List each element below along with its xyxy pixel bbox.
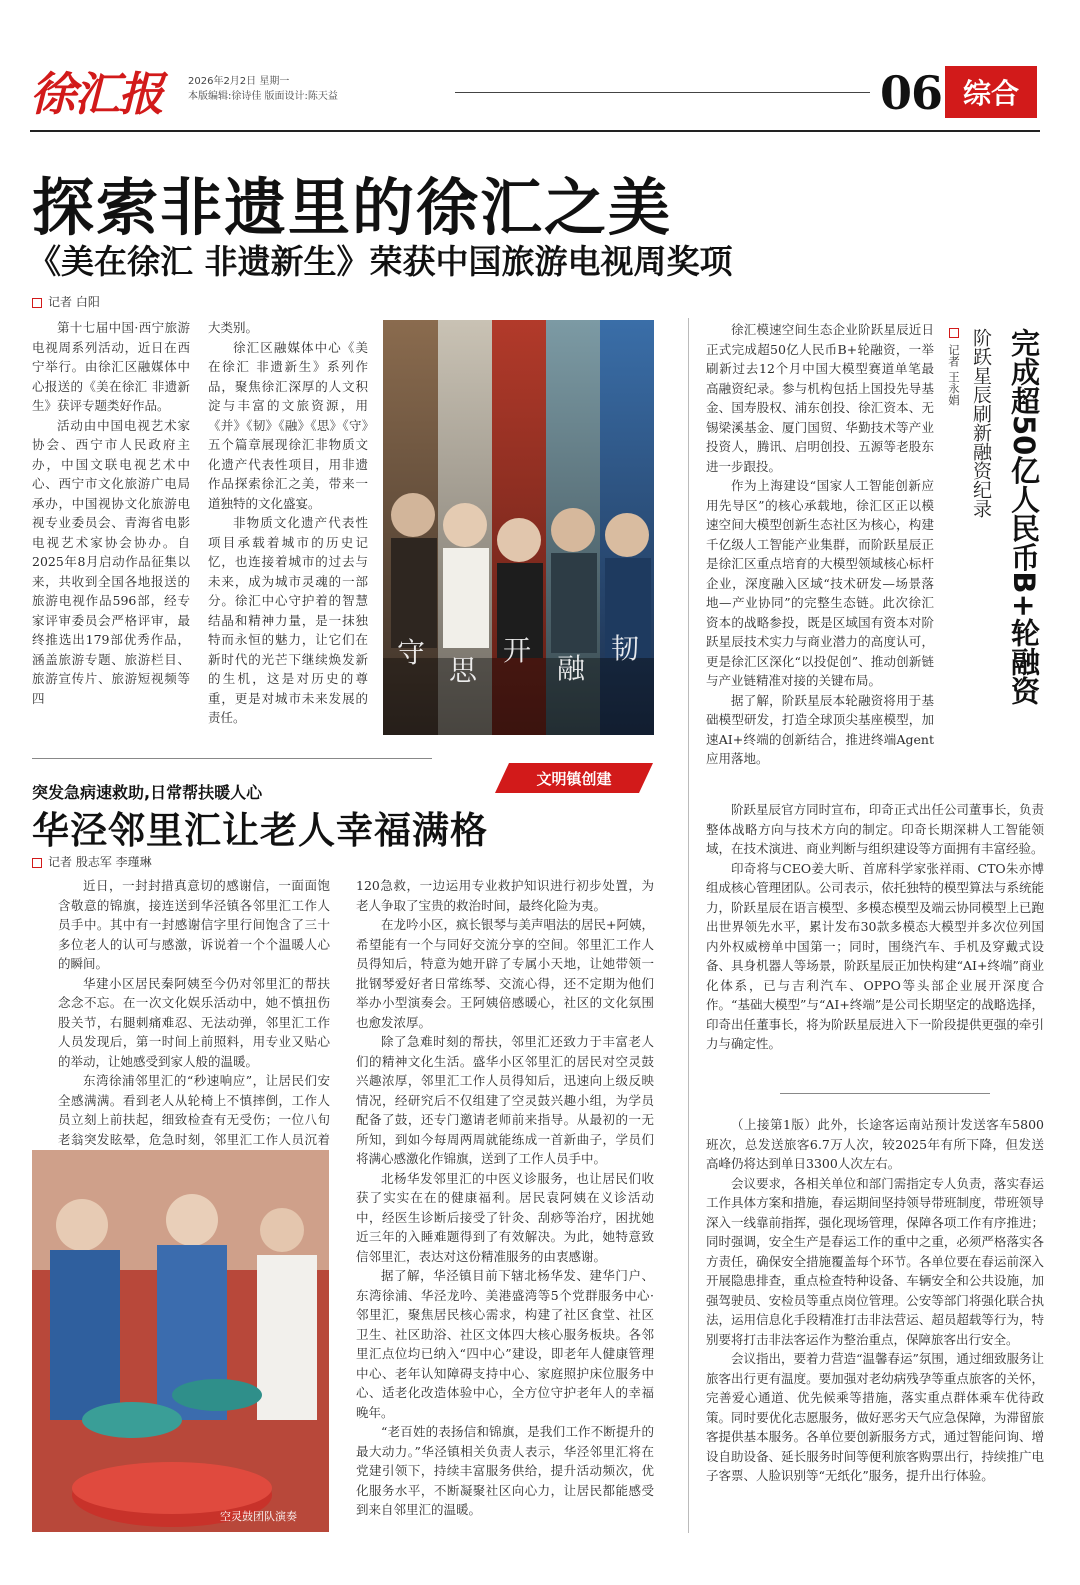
paragraph: 在龙吟小区，疯长银琴与美声唱法的居民+阿姨，希望能有一个与同好交流分享的空间。邻里汇工作人员得知后，特意为她开辟了专属小天地，让她带领一批钢琴爱好者日常练琴、交流心得，还不定期为他们举办小型演奏会。王阿姨倍感暖心，社区的文化氛围也愈发浓厚。 — [356, 917, 654, 1030]
side-column-top — [706, 320, 934, 769]
section-label: 综合 — [945, 66, 1037, 118]
column-rule — [688, 318, 689, 1533]
paragraph: 120急救，一边运用专业救护知识进行初步处置，为老人争取了宝贵的救治时间，最终化险为夷。 — [356, 878, 654, 913]
photo-caption: 空灵鼓团队演奏 — [220, 1510, 297, 1523]
second-kicker: 突发急病速救助,日常帮扶暖人心 — [32, 783, 263, 802]
paragraph: 华建小区居民秦阿姨至今仍对邻里汇的帮扶念念不忘。在一次文化娱乐活动中，她不慎扭伤股关节，右腿刺痛难忍、无法动弹，邻里汇工作人员发现后，第一时间上前照料，用专业又贴心的举动，让她感受到家人般的温暖。 — [58, 975, 330, 1069]
collage-char: 思 — [449, 654, 478, 687]
lead-subheadline: 《美在徐汇 非遗新生》荣获中国旅游电视周奖项 — [28, 242, 733, 281]
collage-char: 韧 — [611, 632, 640, 665]
lead-byline: 记者 白阳 — [32, 293, 100, 310]
section-divider — [32, 758, 432, 759]
paragraph: 非物质文化遗产代表性项目承载着城市的历史记忆，也连接着城市的过去与未来，成为城市灵魂的一部分。徐汇中心守护着的智慧结晶和精神力量，是一抹独特而永恒的魅力，让它们在新时代的光芒下继续焕发新的生机，这是对历史的尊重，更是对城市未来发展的责任。 — [208, 515, 368, 725]
side-subheadline: 阶跃星辰刷新融资纪录 — [970, 328, 992, 518]
byline-marker-icon — [32, 298, 42, 308]
masthead-rule — [455, 92, 870, 93]
page-number: 06 — [880, 66, 943, 120]
paragraph: 会议指出，要着力营造“温馨春运”氛围，通过细致服务让旅客出行更有温度。要加强对老幼病残孕等重点旅客的关怀，完善爱心通道、优先候乘等措施，落实重点群体乘车优待政策。同时要优化志愿服务，做好恶劣天气应急保障，为滞留旅客提供基本服务。各单位要创新服务方式，通过智能问询、增设自助设备、延长服务时间等便利旅客购票出行，持续推广电子客票、人脸识别等“无纸化”服务，提升出行体验。 — [706, 1351, 1044, 1483]
issue-date: 2026年2月2日 星期一 — [188, 76, 290, 87]
paragraph: 印奇将与CEO姜大昕、首席科学家张祥雨、CTO朱亦博组成核心管理团队。公司表示，依托独特的模型算法与系统能力，阶跃星辰在语言模型、多模态模型及端云协同模型上已跑出世界领先水平，累计发布30款多模态大模型并多次位列国内外权威榜单中国第一；同时，围绕汽车、手机及穿戴式设备、具身机器人等场景，阶跃星辰正加快构建“AI+终端”商业化体系，已与吉利汽车、OPPO等头部企业展开深度合作。“基础大模型”与“AI+终端”是公司长期坚定的战略选择，印奇出任董事长，将为阶跃星辰进入下一阶段提供更强的牵引力与确定性。 — [706, 860, 1044, 1051]
lead-column-1 — [32, 318, 190, 708]
paragraph: 会议要求，各相关单位和部门需指定专人负责，落实春运工作具体方案和措施，春运期间坚持领导带班制度，带班领导深入一线靠前指挥，强化现场管理，保障各项工作有序推进；同时强调，安全生产是春运工作的重中之重，必须严格落实各方责任，确保安全措施覆盖每个环节。各单位要在春运前深入开展隐患排查，重点检查特种设备、车辆安全和公共设施，加强驾驶员、安检员等重点岗位管理。公安等部门将强化联合执法，运用信息化手段精准打击非法营运、超员超载等行为，特别要将打击非法客运作为整治重点，保障旅客出行安全。 — [706, 1175, 1044, 1347]
paragraph: 近日，一封封措真意切的感谢信，一面面饱含敬意的锦旗，接连送到华泾镇各邻里汇工作人员手中。其中有一封感谢信字里行间饱含了三十多位老人的认可与感激，诉说着一个个温暖人心的瞬间。 — [58, 878, 330, 971]
heritage-collage-photo — [383, 320, 654, 735]
tag-label: 文明镇创建 — [536, 769, 612, 788]
paragraph: 据了解，阶跃星辰本轮融资将用于基础模型研发，打造全球顶尖基座模型，加速AI+终端的创新结合，推进终端Agent应用落地。 — [706, 692, 934, 766]
paragraph: 据了解，华泾镇目前下辖北杨华发、建华门户、东湾徐浦、华泾龙吟、美港盛湾等5个党群服务中心·邻里汇，聚焦居民核心需求，构建了社区食堂、社区卫生、社区助浴、社区文体四大核心服务板块。各邻里汇点位均已纳入“四中心”建设，即老年人健康管理中心、老年认知障碍支持中心、家庭照护床位服务中心、适老化改造体验中心，全方位守护老年人的幸福晚年。 — [356, 1268, 654, 1420]
editor-credits: 本版编辑:徐诗佳 版面设计:陈天益 — [188, 91, 338, 102]
second-column-2 — [356, 876, 654, 1520]
paragraph: 作为上海建设“国家人工智能创新应用先导区”的核心承载地，徐汇区正以模速空间大模型创新生态社区为核心，构建千亿级人工智能产业集群，而阶跃星辰正是徐汇区重点培育的大模型领域核心标杆企业，深度融入区域“技术研发—场景落地—产业协同”的完整生态链。此次徐汇资本的战略参投，既是区域国有资本对阶跃星辰技术实力与商业潜力的高度认可，更是徐汇区深化“以投促创”、推动创新链与产业链精准对接的关键布局。 — [706, 478, 934, 688]
paragraph: 大类别。 — [208, 320, 259, 335]
collage-char: 守 — [397, 636, 426, 669]
paragraph: （上接第1版）此外，长途客运南站预计发送客车5800班次，总发送旅客6.7万人次，较2025年有所下降，但发送高峰仍将达到单日3300人次左右。 — [706, 1117, 1044, 1171]
paragraph: 除了急难时刻的帮扶，邻里汇还致力于丰富老人们的精神文化生活。盛华小区邻里汇的居民对空灵鼓兴趣浓厚，邻里汇工作人员得知后，迅速向上级反映情况，经研究后不仅组建了空灵鼓兴趣小组，为学员配备了鼓，还专门邀请老师前来指导。从最初的一无所知，到如今每周两周就能练成一首新曲子，学员们将满心感激化作锦旗，送到了工作人员手中。 — [356, 1034, 654, 1166]
second-byline: 记者 殷志军 李瑾琳 — [32, 853, 152, 870]
continued-story — [706, 1115, 1044, 1486]
second-headline: 华泾邻里汇让老人幸福满格 — [32, 808, 488, 852]
drum-performance-photo — [32, 1150, 329, 1532]
civilization-tag — [495, 763, 653, 793]
paragraph: 徐汇区融媒体中心《美在徐汇 非遗新生》系列作品，聚焦徐汇深厚的人文积淀与丰富的文旅资源，用《并》《韧》《融》《思》《守》五个篇章展现徐汇非物质文化遗产代表性项目，用非遗作品探索徐汇之美，带来一道独特的文化盛宴。 — [208, 339, 368, 511]
paragraph: “老百姓的表扬信和锦旗，是我们工作不断提升的最大动力。”华泾镇相关负责人表示，华泾邻里汇将在党建引领下，持续丰富服务供给，提升活动频次，优化服务水平，不断凝聚社区向心力，让居民都能感受到来自邻里汇的温暖。 — [356, 1424, 654, 1517]
collage-char: 融 — [557, 652, 586, 685]
side-headline: 完成超50亿人民币B+轮融资 — [1007, 328, 1041, 705]
paragraph: 阶跃星辰官方同时宣布，印奇正式出任公司董事长，负责整体战略方向与技术方向的制定。印奇长期深耕人工智能领域，在技术演进、商业判断与组织建设等方面拥有丰富经验。 — [706, 802, 1044, 856]
masthead-meta — [188, 74, 338, 104]
side-column-bottom — [706, 800, 1044, 1054]
second-column-1 — [58, 876, 330, 1169]
paragraph: 北杨华发邻里汇的中医义诊服务，也让居民们收获了实实在在的健康福利。居民袁阿姨在义诊活动中，经医生诊断后接受了针灸、刮痧等治疗，困扰她近三年的入睡难题得到了有效解决。为此，她特意致信邻里汇，表达对这份精准服务的由衷感谢。 — [356, 1170, 654, 1264]
lead-column-2 — [208, 318, 368, 728]
collage-char: 开 — [503, 634, 532, 667]
collage-illustration — [383, 320, 654, 735]
newspaper-logo: 徐汇报 — [30, 67, 162, 121]
paragraph: 第十七届中国·西宁旅游电视周系列活动，近日在西宁举行。由徐汇区融媒体中心报送的《美在徐汇 非遗新生》获评专题类好作品。 — [32, 320, 190, 413]
header-divider — [30, 130, 1040, 132]
paragraph: 徐汇模速空间生态企业阶跃星辰近日正式完成超50亿人民币B+轮融资，一举刷新过去12个月中国大模型赛道单笔最高融资纪录。参与机构包括上国投先导基金、国寿股权、浦东创投、徐汇资本、无锡梁溪基金、厦门国贸、华勤技术等产业投资人，腾讯、启明创投、五源等老股东进一步跟投。 — [706, 322, 934, 474]
paragraph: 活动由中国电视艺术家协会、西宁市人民政府主办，中国文联电视艺术中心、西宁市文化旅游广电局承办，中国视协文化旅游电视专业委员会、青海省电影电视艺术家协会协办。自2025年8月启动作品征集以来，共收到全国各地报送的旅游电视作品596部，经专家评审委员会严格评审，最终推选出179部优秀作品，涵盖旅游专题、旅游栏目、旅游宣传片、旅游短视频等四 — [32, 417, 190, 706]
byline-marker-icon — [32, 858, 42, 868]
side-byline: 记者 王永娟 — [946, 328, 962, 405]
lead-headline: 探索非遗里的徐汇之美 — [32, 171, 673, 244]
paragraph: 东湾徐浦邻里汇的“秒速响应”，让居民们安全感满满。看到老人从轮椅上不慎摔倒，工作人员立刻上前扶起，细致检查有无受伤；一位八旬老翁突发眩晕，危急时刻，邻里汇工作人员沉着 — [58, 1073, 330, 1147]
section-divider — [780, 1093, 990, 1094]
byline-marker-icon — [949, 328, 959, 338]
